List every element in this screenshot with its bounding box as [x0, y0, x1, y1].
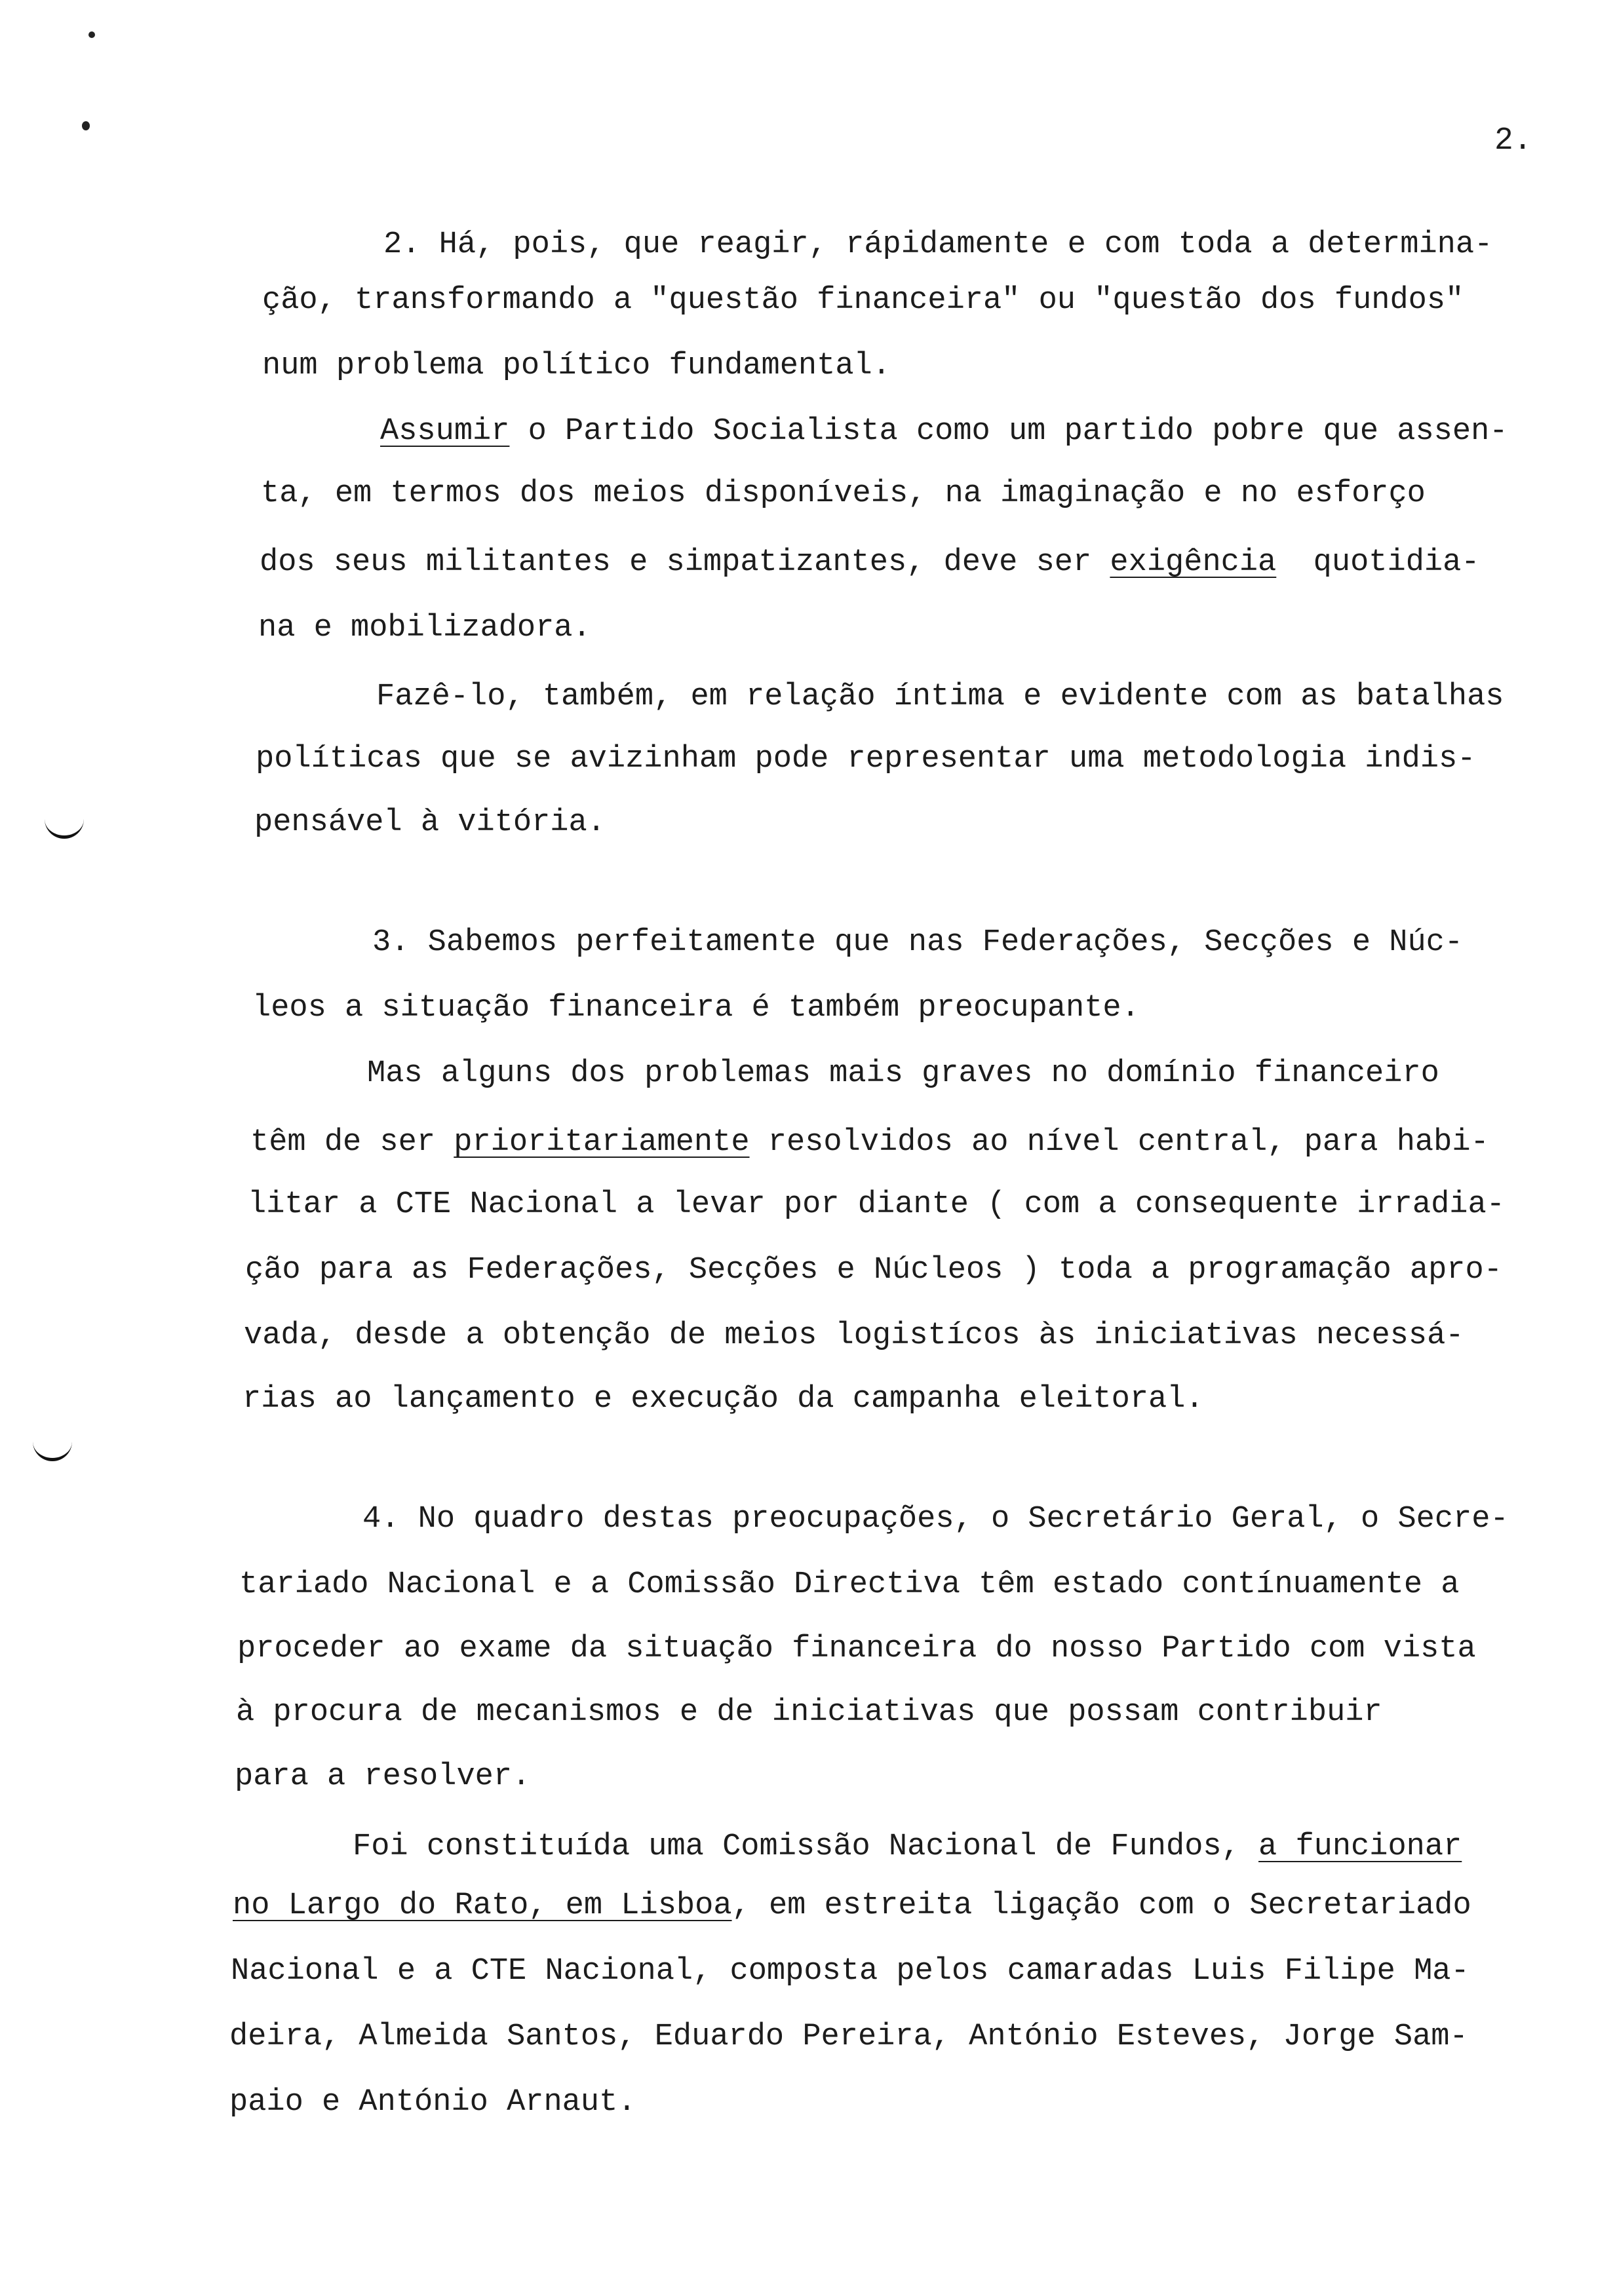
text-span: têm de ser — [250, 1125, 454, 1160]
text-line: ta, em termos dos meios disponíveis, na imaginação e no esforço — [261, 476, 1426, 511]
underlined-word: exigência — [1110, 545, 1277, 580]
scan-speck — [82, 121, 90, 130]
text-line: 3. Sabemos perfeitamente que nas Federações, Secções e Núc- — [372, 925, 1464, 960]
margin-bracket-mark — [33, 1438, 72, 1461]
underlined-word: no Largo do Rato, em Lisboa — [233, 1888, 732, 1923]
text-line: num problema político fundamental. — [262, 349, 891, 383]
text-line: Mas alguns dos problemas mais graves no domínio financeiro — [367, 1056, 1439, 1091]
underlined-word: Assumir — [380, 414, 510, 449]
text-line: na e mobilizadora. — [258, 611, 591, 645]
text-span: quotidia- — [1276, 545, 1480, 580]
text-line: tariado Nacional e a Comissão Directiva têm estado contínuamente a — [239, 1567, 1460, 1602]
text-span: , em estreita ligação com o Secretariado — [731, 1888, 1471, 1923]
text-line: Fazê-lo, também, em relação íntima e evidente com as batalhas — [376, 679, 1504, 714]
text-line: à procura de mecanismos e de iniciativas que possam contribuir — [236, 1695, 1382, 1730]
text-line: proceder ao exame da situação financeira do nosso Partido com vista — [237, 1632, 1476, 1666]
text-line: litar a CTE Nacional a levar por diante ( com a consequente irradia- — [248, 1187, 1505, 1222]
text-span: Foi constituída uma Comissão Nacional de Fundos, — [353, 1829, 1259, 1864]
text-line: pensável à vitória. — [254, 805, 606, 840]
text-line: rias ao lançamento e execução da campanha eleitoral. — [243, 1382, 1204, 1417]
text-line — [380, 416, 1508, 447]
text-line: 2. Há, pois, que reagir, rápidamente e com toda a determina- — [383, 227, 1493, 262]
text-line — [250, 1127, 1489, 1158]
text-span: resolvidos ao nível central, para habi- — [749, 1125, 1489, 1160]
text-line: ção para as Federações, Secções e Núcleos ) toda a programação apro- — [245, 1253, 1502, 1288]
text-line: ção, transformando a "questão financeira" ou "questão dos fundos" — [262, 283, 1464, 318]
text-line: 4. No quadro destas preocupações, o Secretário Geral, o Secre- — [362, 1502, 1509, 1537]
underlined-word: a funcionar — [1258, 1829, 1462, 1864]
text-line — [353, 1831, 1462, 1862]
text-line: Nacional e a CTE Nacional, composta pelos camaradas Luis Filipe Ma- — [231, 1954, 1469, 1989]
text-line: políticas que se avizinham pode representar uma metodologia indis- — [256, 742, 1476, 776]
text-line: vada, desde a obtenção de meios logistícos às iniciativas necessá- — [244, 1318, 1464, 1353]
page-number: 2. — [1494, 123, 1532, 159]
text-span: dos seus militantes e simpatizantes, deve ser — [260, 545, 1110, 580]
text-line — [260, 547, 1480, 578]
margin-bracket-mark — [45, 816, 84, 839]
text-span: o Partido Socialista como um partido pobre que assen- — [509, 414, 1508, 449]
scan-speck — [88, 31, 95, 38]
text-line: deira, Almeida Santos, Eduardo Pereira, António Esteves, Jorge Sam- — [229, 2019, 1468, 2054]
text-line: para a resolver. — [235, 1759, 531, 1794]
text-line: leos a situação financeira é também preocupante. — [252, 991, 1140, 1025]
text-line — [233, 1890, 1471, 1921]
underlined-word: prioritariamente — [454, 1125, 750, 1160]
text-line: paio e António Arnaut. — [229, 2085, 636, 2120]
